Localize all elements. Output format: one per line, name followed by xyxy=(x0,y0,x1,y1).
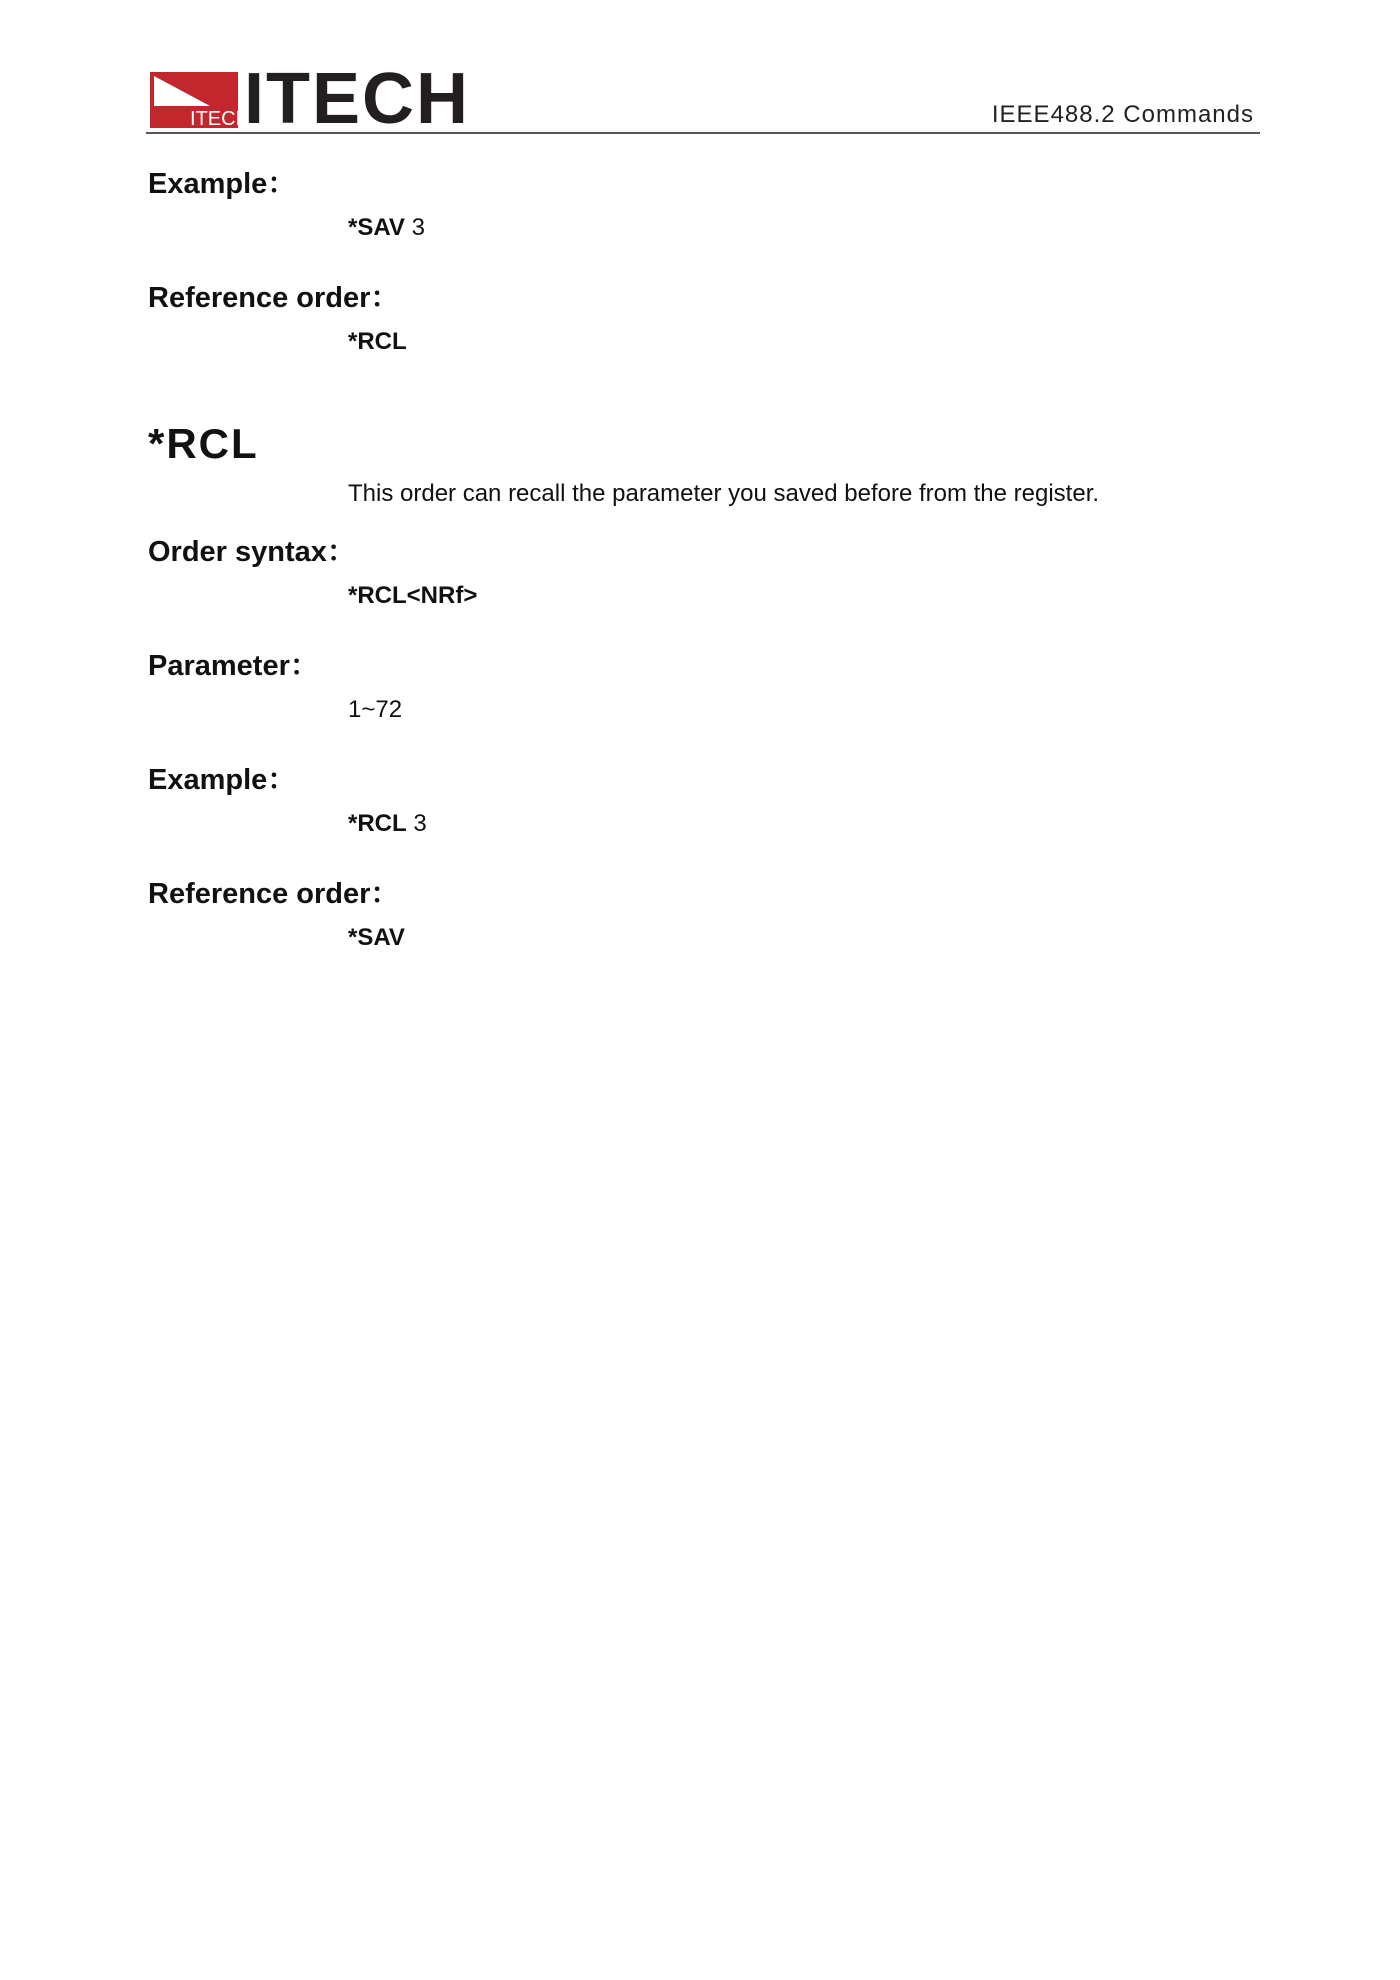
syntax-cmd: *RCL<NRf> xyxy=(348,582,478,609)
reference-cmd: *SAV xyxy=(348,924,405,951)
command-description: This order can recall the parameter you saved before from the register. xyxy=(348,480,1100,507)
example-arg-top: 3 xyxy=(404,214,425,241)
example-value-top xyxy=(348,202,1258,256)
itech-logo xyxy=(150,59,470,139)
header-title: IEEE488.2 Commands xyxy=(991,101,1254,128)
itech-logo-icon xyxy=(150,72,250,130)
parameter-label: Parameter： xyxy=(148,650,319,682)
reference-label-top: Reference order： xyxy=(148,282,400,314)
example-cmd: *RCL xyxy=(348,810,407,837)
example-label-top: Example： xyxy=(148,168,297,200)
reference-value xyxy=(348,912,1258,966)
syntax-value xyxy=(348,570,1258,624)
page-header xyxy=(146,59,1260,139)
example-value xyxy=(348,798,1258,852)
example-arg: 3 xyxy=(406,810,427,837)
reference-value-top xyxy=(348,316,1258,370)
syntax-label: Order syntax： xyxy=(148,536,356,568)
reference-label: Reference order： xyxy=(148,878,400,910)
logo-mark-text: ITECH xyxy=(190,108,250,130)
parameter-value: 1~72 xyxy=(348,696,403,723)
example-cmd-top: *SAV xyxy=(348,214,405,241)
page-content xyxy=(148,166,1258,966)
example-label: Example： xyxy=(148,764,297,796)
logo-wordmark: ITECH xyxy=(244,59,470,139)
reference-cmd-top: *RCL xyxy=(348,328,407,355)
command-heading: *RCL xyxy=(148,420,259,467)
